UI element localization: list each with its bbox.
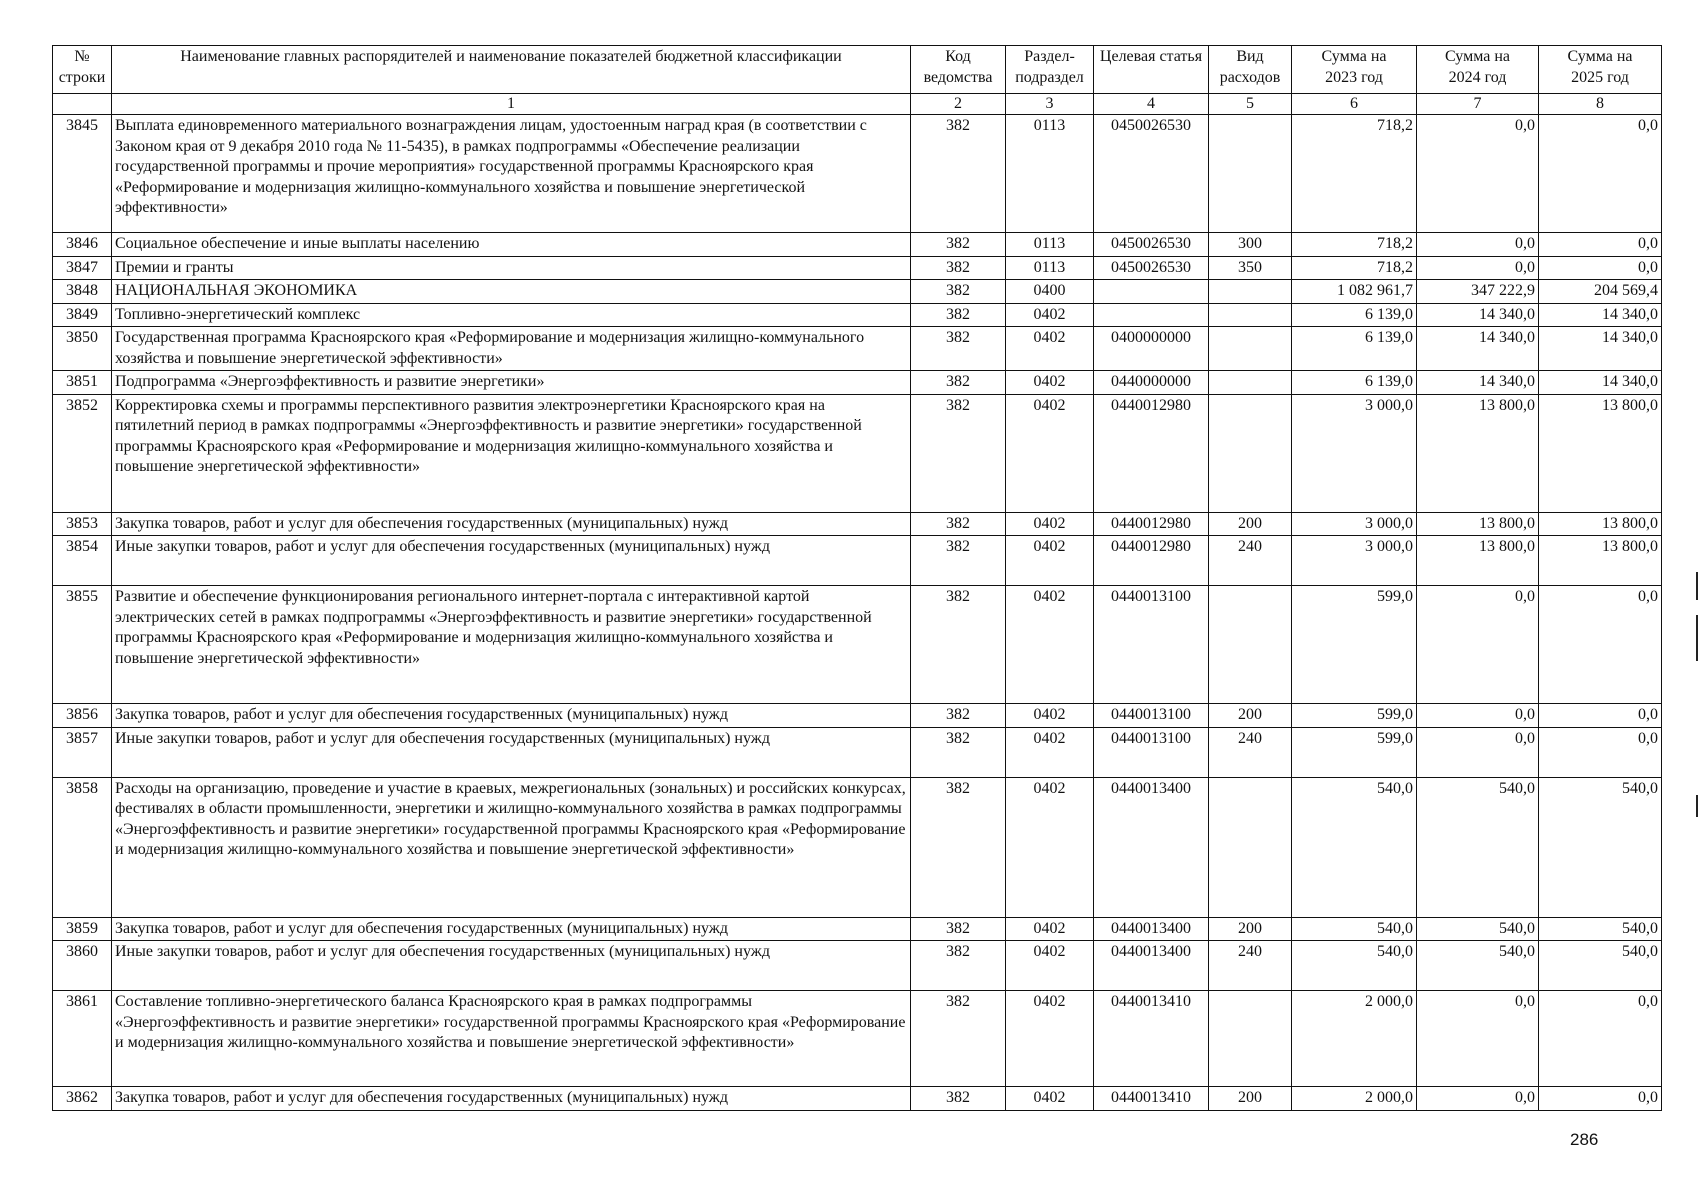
row-number: 3848: [53, 280, 112, 303]
row-sum-2024: 347 222,9: [1417, 280, 1539, 303]
row-sum-2025: 0,0: [1539, 1087, 1662, 1110]
row-sum-2023: 2 000,0: [1292, 991, 1417, 1087]
row-sum-2025: 14 340,0: [1539, 371, 1662, 394]
row-exp-type: 200: [1209, 512, 1292, 535]
row-dept: 382: [911, 1087, 1006, 1110]
table-row: [53, 777, 1662, 917]
row-target: 0440013100: [1094, 727, 1209, 777]
row-number: 3852: [53, 394, 112, 512]
row-sum-2023: 540,0: [1292, 941, 1417, 991]
row-section: 0402: [1006, 394, 1094, 512]
table-row: [53, 586, 1662, 704]
row-name: Премии и гранты: [112, 256, 911, 279]
row-sum-2023: 540,0: [1292, 777, 1417, 917]
row-sum-2025: 540,0: [1539, 777, 1662, 917]
row-target: 0440012980: [1094, 394, 1209, 512]
row-sum-2023: 718,2: [1292, 115, 1417, 233]
header-dept-code: Код ведомства: [911, 46, 1006, 94]
row-exp-type: [1209, 371, 1292, 394]
row-target: 0400000000: [1094, 327, 1209, 371]
row-dept: 382: [911, 727, 1006, 777]
row-exp-type: 240: [1209, 941, 1292, 991]
row-sum-2023: 718,2: [1292, 256, 1417, 279]
column-number: 4: [1094, 94, 1209, 115]
row-name: Топливно-энергетический комплекс: [112, 303, 911, 326]
row-sum-2024: 0,0: [1417, 586, 1539, 704]
row-sum-2023: 599,0: [1292, 704, 1417, 727]
row-target: 0450026530: [1094, 233, 1209, 256]
row-sum-2024: 14 340,0: [1417, 327, 1539, 371]
row-sum-2023: 540,0: [1292, 917, 1417, 940]
row-sum-2024: 540,0: [1417, 941, 1539, 991]
row-number: 3855: [53, 586, 112, 704]
row-dept: 382: [911, 394, 1006, 512]
row-sum-2023: 3 000,0: [1292, 394, 1417, 512]
row-sum-2025: 14 340,0: [1539, 327, 1662, 371]
row-sum-2025: 540,0: [1539, 941, 1662, 991]
row-target: 0440013410: [1094, 1087, 1209, 1110]
row-sum-2023: 6 139,0: [1292, 327, 1417, 371]
column-number-row: [53, 94, 1662, 115]
row-sum-2025: 13 800,0: [1539, 512, 1662, 535]
row-target: 0440013400: [1094, 941, 1209, 991]
row-target: [1094, 303, 1209, 326]
row-exp-type: [1209, 115, 1292, 233]
table-row: [53, 394, 1662, 512]
row-target: 0440012980: [1094, 512, 1209, 535]
row-sum-2025: 0,0: [1539, 586, 1662, 704]
row-sum-2023: 718,2: [1292, 233, 1417, 256]
row-section: 0402: [1006, 1087, 1094, 1110]
column-number: [53, 94, 112, 115]
row-section: 0113: [1006, 256, 1094, 279]
row-sum-2025: 0,0: [1539, 991, 1662, 1087]
row-sum-2025: 0,0: [1539, 704, 1662, 727]
row-sum-2023: 599,0: [1292, 727, 1417, 777]
row-section: 0402: [1006, 941, 1094, 991]
table-row: [53, 917, 1662, 940]
header-name: Наименование главных распорядителей и наименование показателей бюджетной классификации: [112, 46, 911, 94]
row-section: 0402: [1006, 536, 1094, 586]
row-sum-2024: 13 800,0: [1417, 512, 1539, 535]
row-number: 3853: [53, 512, 112, 535]
row-dept: 382: [911, 536, 1006, 586]
header-target: Целевая статья: [1094, 46, 1209, 94]
row-exp-type: 300: [1209, 233, 1292, 256]
row-dept: 382: [911, 115, 1006, 233]
table-row: [53, 280, 1662, 303]
row-sum-2024: 0,0: [1417, 233, 1539, 256]
row-section: 0113: [1006, 233, 1094, 256]
row-exp-type: 200: [1209, 1087, 1292, 1110]
row-dept: 382: [911, 586, 1006, 704]
table-row: [53, 512, 1662, 535]
row-dept: 382: [911, 280, 1006, 303]
row-sum-2024: 0,0: [1417, 115, 1539, 233]
row-sum-2025: 14 340,0: [1539, 303, 1662, 326]
row-sum-2025: 0,0: [1539, 233, 1662, 256]
row-section: 0402: [1006, 512, 1094, 535]
row-sum-2023: 1 082 961,7: [1292, 280, 1417, 303]
row-dept: 382: [911, 917, 1006, 940]
row-name: Закупка товаров, работ и услуг для обеспечения государственных (муниципальных) нужд: [112, 704, 911, 727]
row-target: 0440012980: [1094, 536, 1209, 586]
row-exp-type: 200: [1209, 917, 1292, 940]
row-target: 0440013100: [1094, 586, 1209, 704]
row-dept: 382: [911, 233, 1006, 256]
row-name: Составление топливно-энергетического баланса Красноярского края в рамках подпрограммы «Энергоэффективность и развитие энергетики» государственной программы Красноярского края «Реформирование и модернизация жилищно-коммунального хозяйства и повышение энергетической эффективности»: [112, 991, 911, 1087]
row-exp-type: [1209, 394, 1292, 512]
row-dept: 382: [911, 327, 1006, 371]
row-name: Социальное обеспечение и иные выплаты населению: [112, 233, 911, 256]
row-section: 0402: [1006, 917, 1094, 940]
table-row: [53, 327, 1662, 371]
row-name: Иные закупки товаров, работ и услуг для обеспечения государственных (муниципальных) нужд: [112, 727, 911, 777]
row-exp-type: [1209, 327, 1292, 371]
row-sum-2024: 540,0: [1417, 777, 1539, 917]
budget-table: [52, 45, 1662, 1111]
row-dept: 382: [911, 303, 1006, 326]
row-target: 0440013410: [1094, 991, 1209, 1087]
row-section: 0402: [1006, 586, 1094, 704]
row-section: 0402: [1006, 327, 1094, 371]
row-name: Государственная программа Красноярского края «Реформирование и модернизация жилищно-коммунального хозяйства и повышение энергетической эффективности»: [112, 327, 911, 371]
row-number: 3858: [53, 777, 112, 917]
row-name: Закупка товаров, работ и услуг для обеспечения государственных (муниципальных) нужд: [112, 917, 911, 940]
row-sum-2023: 6 139,0: [1292, 303, 1417, 326]
row-sum-2024: 13 800,0: [1417, 394, 1539, 512]
row-number: 3847: [53, 256, 112, 279]
header-row-no: № строки: [53, 46, 112, 94]
table-row: [53, 1087, 1662, 1110]
row-section: 0402: [1006, 371, 1094, 394]
row-number: 3846: [53, 233, 112, 256]
table-row: [53, 727, 1662, 777]
row-number: 3861: [53, 991, 112, 1087]
row-sum-2024: 14 340,0: [1417, 303, 1539, 326]
row-number: 3854: [53, 536, 112, 586]
table-row: [53, 115, 1662, 233]
row-sum-2024: 14 340,0: [1417, 371, 1539, 394]
row-section: 0402: [1006, 704, 1094, 727]
column-number: 3: [1006, 94, 1094, 115]
table-row: [53, 704, 1662, 727]
table-row: [53, 233, 1662, 256]
row-dept: 382: [911, 256, 1006, 279]
row-exp-type: 350: [1209, 256, 1292, 279]
row-number: 3856: [53, 704, 112, 727]
row-name: Корректировка схемы и программы перспективного развития электроэнергетики Красноярского края на пятилетний период в рамках подпрограммы «Энергоэффективность и развитие энергетики» государственной программы Красноярского края «Реформирование и модернизация жилищно-коммунального хозяйства и повышение энергетической эффективности»: [112, 394, 911, 512]
row-number: 3859: [53, 917, 112, 940]
column-number: 5: [1209, 94, 1292, 115]
row-section: 0402: [1006, 991, 1094, 1087]
row-sum-2025: 0,0: [1539, 115, 1662, 233]
row-sum-2025: 0,0: [1539, 727, 1662, 777]
row-sum-2025: 0,0: [1539, 256, 1662, 279]
row-dept: 382: [911, 941, 1006, 991]
row-target: [1094, 280, 1209, 303]
row-section: 0113: [1006, 115, 1094, 233]
row-exp-type: 200: [1209, 704, 1292, 727]
row-exp-type: [1209, 777, 1292, 917]
header-sum-2025: Сумма на 2025 год: [1539, 46, 1662, 94]
row-number: 3857: [53, 727, 112, 777]
row-name: Расходы на организацию, проведение и участие в краевых, межрегиональных (зональных) и российских конкурсах, фестивалях в области промышленности, энергетики и жилищно-коммунального хозяйства в рамках подпрограммы «Энергоэффективность и развитие энергетики» государственной программы Красноярского края «Реформирование и модернизация жилищно-коммунального хозяйства и повышение энергетической эффективности»: [112, 777, 911, 917]
row-target: 0440013400: [1094, 917, 1209, 940]
row-target: 0440013100: [1094, 704, 1209, 727]
row-target: 0440000000: [1094, 371, 1209, 394]
row-sum-2024: 0,0: [1417, 727, 1539, 777]
column-number: 6: [1292, 94, 1417, 115]
row-sum-2023: 3 000,0: [1292, 536, 1417, 586]
header-section: Раздел-подраздел: [1006, 46, 1094, 94]
row-exp-type: [1209, 991, 1292, 1087]
row-target: 0450026530: [1094, 256, 1209, 279]
row-sum-2024: 0,0: [1417, 256, 1539, 279]
row-exp-type: [1209, 303, 1292, 326]
header-sum-2023: Сумма на 2023 год: [1292, 46, 1417, 94]
column-number: 8: [1539, 94, 1662, 115]
row-number: 3860: [53, 941, 112, 991]
row-name: Закупка товаров, работ и услуг для обеспечения государственных (муниципальных) нужд: [112, 1087, 911, 1110]
scan-edge-mark: [1696, 615, 1698, 661]
row-section: 0402: [1006, 777, 1094, 917]
row-sum-2025: 204 569,4: [1539, 280, 1662, 303]
row-number: 3862: [53, 1087, 112, 1110]
row-number: 3850: [53, 327, 112, 371]
row-sum-2024: 0,0: [1417, 991, 1539, 1087]
row-sum-2023: 3 000,0: [1292, 512, 1417, 535]
row-exp-type: [1209, 280, 1292, 303]
row-sum-2024: 0,0: [1417, 704, 1539, 727]
row-exp-type: 240: [1209, 727, 1292, 777]
row-sum-2023: 2 000,0: [1292, 1087, 1417, 1110]
row-dept: 382: [911, 777, 1006, 917]
column-number: 1: [112, 94, 911, 115]
row-sum-2024: 0,0: [1417, 1087, 1539, 1110]
row-exp-type: [1209, 586, 1292, 704]
row-dept: 382: [911, 512, 1006, 535]
row-target: 0440013400: [1094, 777, 1209, 917]
row-sum-2023: 6 139,0: [1292, 371, 1417, 394]
table-row: [53, 256, 1662, 279]
row-number: 3851: [53, 371, 112, 394]
header-sum-2024: Сумма на 2024 год: [1417, 46, 1539, 94]
row-dept: 382: [911, 704, 1006, 727]
table-row: [53, 536, 1662, 586]
row-name: Иные закупки товаров, работ и услуг для обеспечения государственных (муниципальных) нужд: [112, 536, 911, 586]
row-name: Выплата единовременного материального вознаграждения лицам, удостоенным наград края (в соответствии с Законом края от 9 декабря 2010 года № 11-5435), в рамках подпрограммы «Обеспечение реализации государственной программы и прочие мероприятия» государственной программы Красноярского края «Реформирование и модернизация жилищно-коммунального хозяйства и повышение энергетической эффективности»: [112, 115, 911, 233]
row-name: Развитие и обеспечение функционирования регионального интернет-портала с интерактивной картой электрических сетей в рамках подпрограммы «Энергоэффективность и развитие энергетики» государственной программы Красноярского края «Реформирование и модернизация жилищно-коммунального хозяйства и повышение энергетической эффективности»: [112, 586, 911, 704]
column-number: 2: [911, 94, 1006, 115]
header-exp-type: Вид расходов: [1209, 46, 1292, 94]
page-number: 286: [1570, 1130, 1599, 1149]
row-number: 3849: [53, 303, 112, 326]
row-target: 0450026530: [1094, 115, 1209, 233]
row-name: НАЦИОНАЛЬНАЯ ЭКОНОМИКА: [112, 280, 911, 303]
row-sum-2025: 540,0: [1539, 917, 1662, 940]
row-section: 0402: [1006, 303, 1094, 326]
row-sum-2024: 13 800,0: [1417, 536, 1539, 586]
table-row: [53, 991, 1662, 1087]
scan-edge-mark: [1696, 572, 1698, 600]
row-sum-2023: 599,0: [1292, 586, 1417, 704]
row-name: Иные закупки товаров, работ и услуг для обеспечения государственных (муниципальных) нужд: [112, 941, 911, 991]
column-number: 7: [1417, 94, 1539, 115]
row-number: 3845: [53, 115, 112, 233]
row-sum-2025: 13 800,0: [1539, 536, 1662, 586]
row-sum-2024: 540,0: [1417, 917, 1539, 940]
row-dept: 382: [911, 371, 1006, 394]
scan-edge-mark: [1696, 795, 1698, 817]
table-row: [53, 941, 1662, 991]
row-dept: 382: [911, 991, 1006, 1087]
row-section: 0402: [1006, 727, 1094, 777]
row-exp-type: 240: [1209, 536, 1292, 586]
row-section: 0400: [1006, 280, 1094, 303]
table-row: [53, 303, 1662, 326]
row-name: Закупка товаров, работ и услуг для обеспечения государственных (муниципальных) нужд: [112, 512, 911, 535]
row-name: Подпрограмма «Энергоэффективность и развитие энергетики»: [112, 371, 911, 394]
row-sum-2025: 13 800,0: [1539, 394, 1662, 512]
header-row: [53, 46, 1662, 94]
table-row: [53, 371, 1662, 394]
